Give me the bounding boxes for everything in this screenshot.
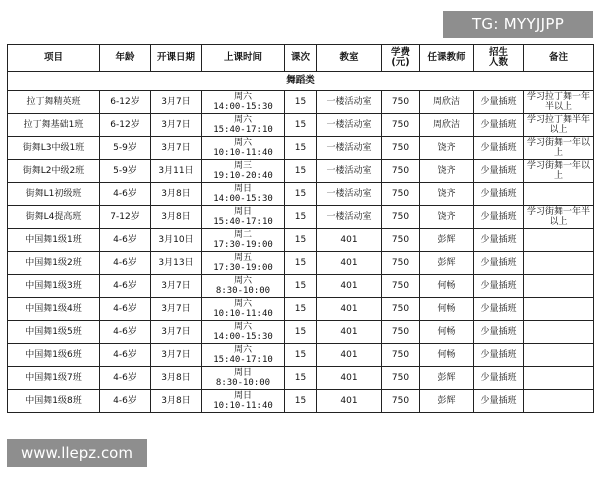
classroom: 401 — [317, 298, 382, 321]
class-time — [202, 344, 285, 367]
course-note — [524, 367, 594, 390]
course-note: 学习街舞一年以上 — [524, 160, 594, 183]
session-count: 15 — [285, 114, 317, 137]
header-fee: 学费 (元) — [382, 45, 420, 72]
course-name: 中国舞1级2班 — [8, 252, 100, 275]
start-date: 3月7日 — [151, 137, 202, 160]
course-note: 学习街舞一年以上 — [524, 137, 594, 160]
class-day: 周六 — [233, 115, 252, 125]
classroom: 401 — [317, 252, 382, 275]
class-day: 周日 — [233, 391, 252, 401]
table-row — [8, 206, 594, 229]
header-enrollment: 招生 人数 — [474, 45, 524, 72]
table-row — [8, 137, 594, 160]
tuition-fee: 750 — [382, 206, 420, 229]
tuition-fee: 750 — [382, 298, 420, 321]
course-name: 街舞L3中级1班 — [8, 137, 100, 160]
teacher-name: 彭辉 — [420, 252, 474, 275]
enrollment-status: 少量插班 — [474, 91, 524, 114]
enrollment-status: 少量插班 — [474, 183, 524, 206]
age-range: 4-6岁 — [100, 229, 151, 252]
tuition-fee: 750 — [382, 252, 420, 275]
class-day: 周五 — [233, 253, 252, 263]
table-row — [8, 344, 594, 367]
start-date: 3月8日 — [151, 206, 202, 229]
teacher-name: 饶齐 — [420, 206, 474, 229]
classroom: 401 — [317, 344, 382, 367]
teacher-name: 何畅 — [420, 275, 474, 298]
start-date: 3月8日 — [151, 183, 202, 206]
class-time-range: 14:00-15:30 — [213, 102, 273, 112]
teacher-name: 彭辉 — [420, 390, 474, 413]
tuition-fee: 750 — [382, 344, 420, 367]
teacher-name: 彭辉 — [420, 367, 474, 390]
tuition-fee: 750 — [382, 114, 420, 137]
class-time-range: 15:40-17:10 — [213, 355, 273, 365]
watermark-bottom: www.llepz.com — [7, 439, 147, 467]
teacher-name: 何畅 — [420, 298, 474, 321]
table-row — [8, 160, 594, 183]
teacher-name: 彭辉 — [420, 229, 474, 252]
session-count: 15 — [285, 229, 317, 252]
header-teacher: 任课教师 — [420, 45, 474, 72]
age-range: 4-6岁 — [100, 183, 151, 206]
table-row — [8, 275, 594, 298]
tuition-fee: 750 — [382, 390, 420, 413]
course-note — [524, 252, 594, 275]
class-time-range: 19:10-20:40 — [213, 171, 273, 181]
classroom: 一楼活动室 — [317, 160, 382, 183]
table-row — [8, 367, 594, 390]
age-range: 4-6岁 — [100, 252, 151, 275]
enrollment-status: 少量插班 — [474, 206, 524, 229]
enrollment-status: 少量插班 — [474, 137, 524, 160]
enrollment-status: 少量插班 — [474, 298, 524, 321]
enrollment-status: 少量插班 — [474, 252, 524, 275]
course-name: 中国舞1级3班 — [8, 275, 100, 298]
teacher-name: 周欣洁 — [420, 91, 474, 114]
course-name: 拉丁舞基础1班 — [8, 114, 100, 137]
start-date: 3月7日 — [151, 114, 202, 137]
header-row — [8, 45, 594, 72]
course-name: 拉丁舞精英班 — [8, 91, 100, 114]
header-classroom: 教室 — [317, 45, 382, 72]
classroom: 一楼活动室 — [317, 91, 382, 114]
course-note: 学习拉丁舞半年以上 — [524, 114, 594, 137]
table-row — [8, 252, 594, 275]
course-note — [524, 321, 594, 344]
class-day: 周六 — [233, 92, 252, 102]
age-range: 7-12岁 — [100, 206, 151, 229]
start-date: 3月7日 — [151, 298, 202, 321]
table-row — [8, 321, 594, 344]
class-time — [202, 367, 285, 390]
class-time-range: 17:30-19:00 — [213, 240, 273, 250]
session-count: 15 — [285, 321, 317, 344]
class-day: 周六 — [233, 345, 252, 355]
tuition-fee: 750 — [382, 160, 420, 183]
course-note — [524, 229, 594, 252]
header-project: 项目 — [8, 45, 100, 72]
classroom: 401 — [317, 275, 382, 298]
classroom: 401 — [317, 390, 382, 413]
session-count: 15 — [285, 252, 317, 275]
class-time — [202, 160, 285, 183]
course-name: 中国舞1级5班 — [8, 321, 100, 344]
class-time-range: 10:10-11:40 — [213, 148, 273, 158]
class-time — [202, 275, 285, 298]
table-row — [8, 114, 594, 137]
session-count: 15 — [285, 206, 317, 229]
class-time — [202, 114, 285, 137]
class-time — [202, 390, 285, 413]
tuition-fee: 750 — [382, 367, 420, 390]
class-time-range: 15:40-17:10 — [213, 125, 273, 135]
course-note — [524, 183, 594, 206]
start-date: 3月8日 — [151, 390, 202, 413]
class-time — [202, 91, 285, 114]
course-name: 中国舞1级7班 — [8, 367, 100, 390]
course-name: 中国舞1级1班 — [8, 229, 100, 252]
course-schedule-table — [7, 44, 594, 413]
header-start-date: 开课日期 — [151, 45, 202, 72]
class-day: 周日 — [233, 368, 252, 378]
session-count: 15 — [285, 91, 317, 114]
age-range: 4-6岁 — [100, 321, 151, 344]
age-range: 4-6岁 — [100, 298, 151, 321]
class-time-range: 10:10-11:40 — [213, 309, 273, 319]
header-class-time: 上课时间 — [202, 45, 285, 72]
enrollment-status: 少量插班 — [474, 321, 524, 344]
teacher-name: 饶齐 — [420, 137, 474, 160]
class-time-range: 14:00-15:30 — [213, 332, 273, 342]
start-date: 3月10日 — [151, 229, 202, 252]
classroom: 401 — [317, 367, 382, 390]
classroom: 一楼活动室 — [317, 137, 382, 160]
classroom: 401 — [317, 229, 382, 252]
class-day: 周六 — [233, 299, 252, 309]
course-name: 中国舞1级8班 — [8, 390, 100, 413]
start-date: 3月7日 — [151, 91, 202, 114]
session-count: 15 — [285, 137, 317, 160]
class-day: 周六 — [233, 322, 252, 332]
course-note: 学习拉丁舞一年半以上 — [524, 91, 594, 114]
course-name: 街舞L2中级2班 — [8, 160, 100, 183]
enrollment-status: 少量插班 — [474, 160, 524, 183]
start-date: 3月11日 — [151, 160, 202, 183]
class-time — [202, 137, 285, 160]
course-name: 中国舞1级4班 — [8, 298, 100, 321]
class-time-range: 8:30-10:00 — [215, 286, 271, 296]
table-row — [8, 229, 594, 252]
table-row — [8, 390, 594, 413]
class-time — [202, 298, 285, 321]
header-sessions: 课次 — [285, 45, 317, 72]
category-row — [8, 72, 594, 91]
enrollment-status: 少量插班 — [474, 344, 524, 367]
age-range: 4-6岁 — [100, 275, 151, 298]
class-time — [202, 206, 285, 229]
teacher-name: 何畅 — [420, 344, 474, 367]
tuition-fee: 750 — [382, 229, 420, 252]
session-count: 15 — [285, 275, 317, 298]
enrollment-status: 少量插班 — [474, 114, 524, 137]
age-range: 4-6岁 — [100, 367, 151, 390]
class-time-range: 8:30-10:00 — [215, 378, 271, 388]
enrollment-status: 少量插班 — [474, 275, 524, 298]
age-range: 6-12岁 — [100, 114, 151, 137]
course-name: 街舞L1初级班 — [8, 183, 100, 206]
tuition-fee: 750 — [382, 321, 420, 344]
enrollment-status: 少量插班 — [474, 367, 524, 390]
teacher-name: 何畅 — [420, 321, 474, 344]
start-date: 3月7日 — [151, 344, 202, 367]
class-day: 周日 — [233, 184, 252, 194]
watermark-top: TG: MYYJJPP — [443, 11, 593, 38]
age-range: 6-12岁 — [100, 91, 151, 114]
tuition-fee: 750 — [382, 275, 420, 298]
class-time — [202, 183, 285, 206]
start-date: 3月7日 — [151, 321, 202, 344]
age-range: 5-9岁 — [100, 160, 151, 183]
class-time — [202, 229, 285, 252]
table-row — [8, 91, 594, 114]
classroom: 401 — [317, 321, 382, 344]
header-notes: 备注 — [524, 45, 594, 72]
classroom: 一楼活动室 — [317, 206, 382, 229]
tuition-fee: 750 — [382, 137, 420, 160]
teacher-name: 饶齐 — [420, 160, 474, 183]
age-range: 5-9岁 — [100, 137, 151, 160]
tuition-fee: 750 — [382, 183, 420, 206]
class-time-range: 17:30-19:00 — [213, 263, 273, 273]
class-day: 周六 — [233, 276, 252, 286]
start-date: 3月8日 — [151, 367, 202, 390]
session-count: 15 — [285, 183, 317, 206]
start-date: 3月13日 — [151, 252, 202, 275]
course-note — [524, 298, 594, 321]
class-time — [202, 252, 285, 275]
class-time — [202, 321, 285, 344]
course-note — [524, 275, 594, 298]
course-name: 街舞L4提高班 — [8, 206, 100, 229]
session-count: 15 — [285, 344, 317, 367]
start-date: 3月7日 — [151, 275, 202, 298]
age-range: 4-6岁 — [100, 344, 151, 367]
header-age: 年龄 — [100, 45, 151, 72]
session-count: 15 — [285, 160, 317, 183]
teacher-name: 周欣洁 — [420, 114, 474, 137]
class-day: 周二 — [233, 230, 252, 240]
class-day: 周日 — [233, 207, 252, 217]
class-time-range: 10:10-11:40 — [213, 401, 273, 411]
tuition-fee: 750 — [382, 91, 420, 114]
session-count: 15 — [285, 367, 317, 390]
session-count: 15 — [285, 390, 317, 413]
table-row — [8, 183, 594, 206]
class-day: 周三 — [233, 161, 252, 171]
enrollment-status: 少量插班 — [474, 390, 524, 413]
classroom: 一楼活动室 — [317, 114, 382, 137]
course-note — [524, 390, 594, 413]
course-note — [524, 344, 594, 367]
course-name: 中国舞1级6班 — [8, 344, 100, 367]
teacher-name: 饶齐 — [420, 183, 474, 206]
classroom: 一楼活动室 — [317, 183, 382, 206]
class-day: 周六 — [233, 138, 252, 148]
enrollment-status: 少量插班 — [474, 229, 524, 252]
class-time-range: 15:40-17:10 — [213, 217, 273, 227]
class-time-range: 14:00-15:30 — [213, 194, 273, 204]
table-row — [8, 298, 594, 321]
course-note: 学习街舞一年半以上 — [524, 206, 594, 229]
category-label: 舞蹈类 — [8, 72, 594, 91]
age-range: 4-6岁 — [100, 390, 151, 413]
session-count: 15 — [285, 298, 317, 321]
